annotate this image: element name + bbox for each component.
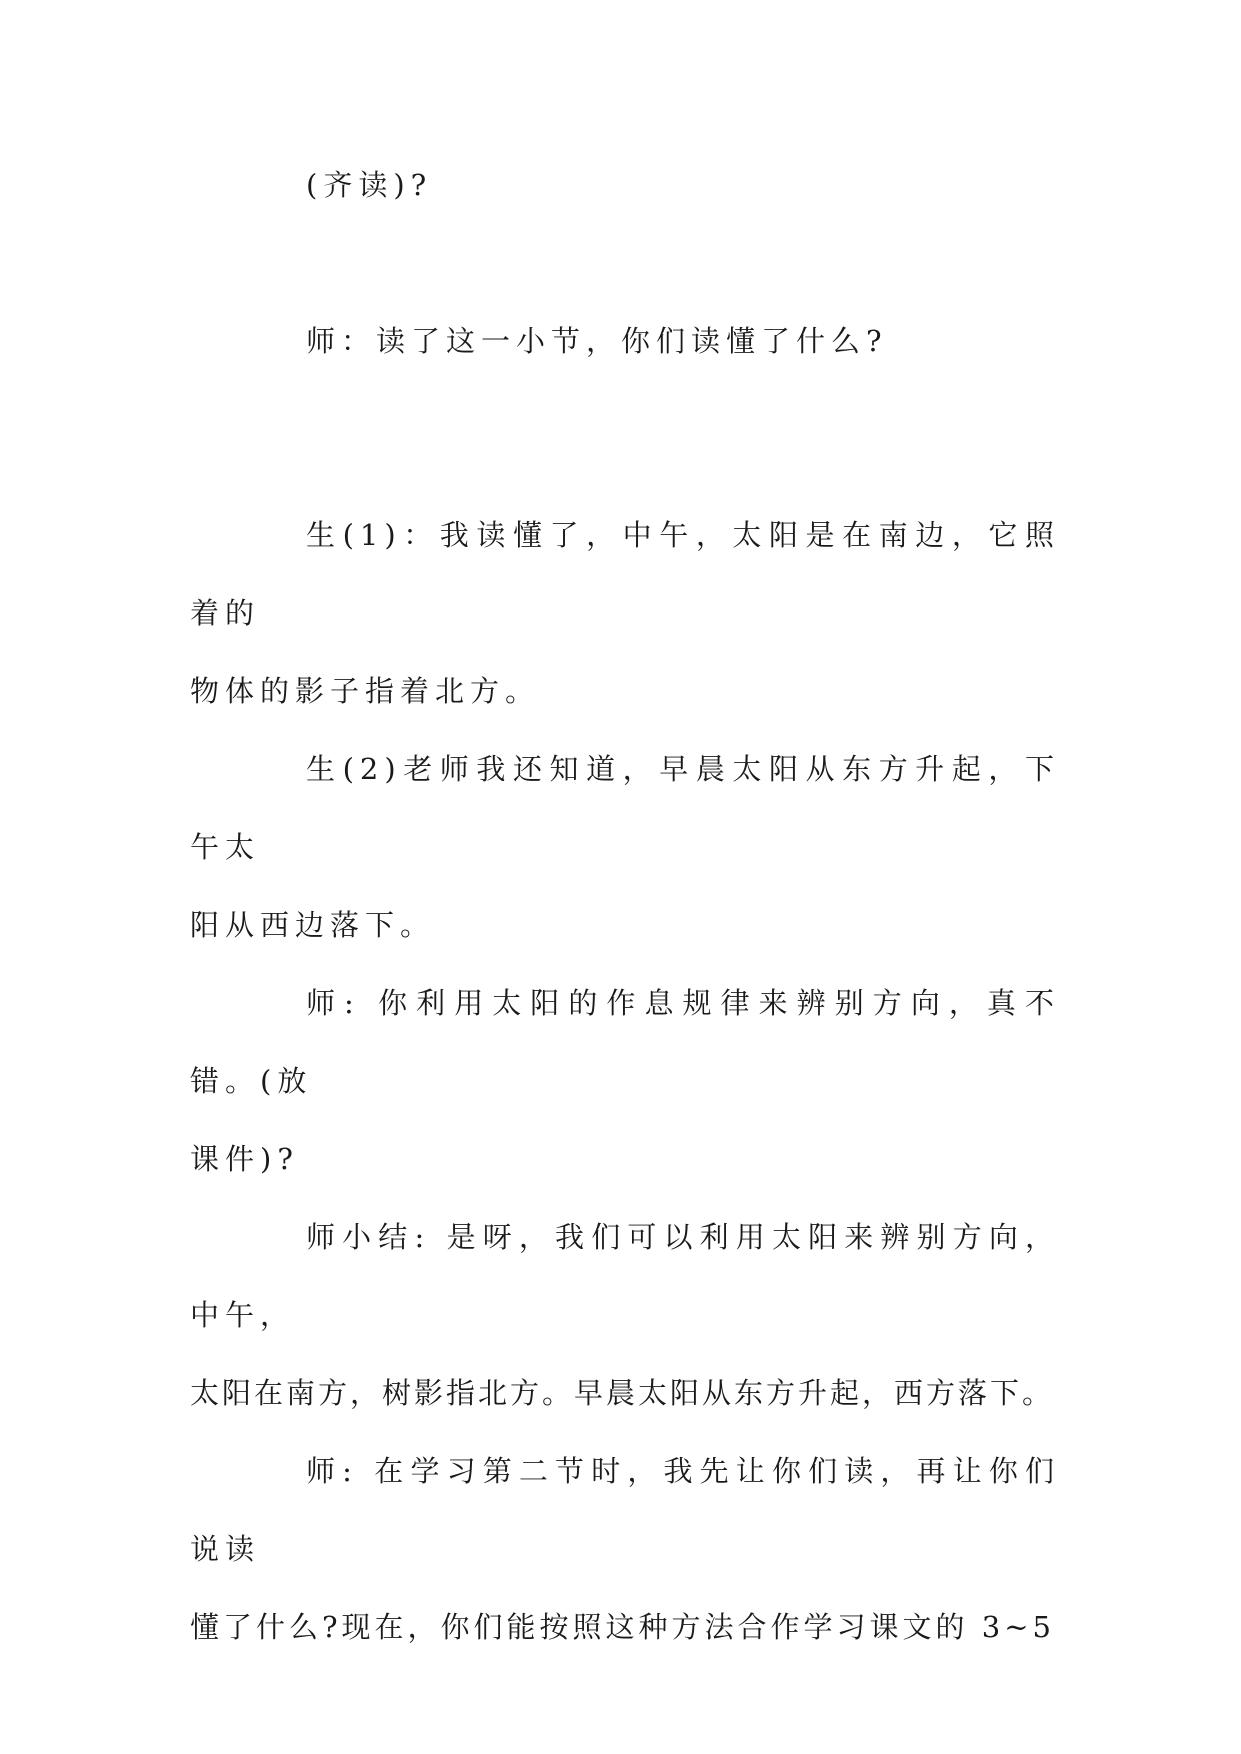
paragraph-line: 课件)?: [190, 1142, 299, 1176]
paragraph-line: 师: 在学习第二节时，我先让你们读，再让你们说读: [190, 1454, 1060, 1566]
paragraph-5: [190, 964, 1060, 1198]
paragraph-line: (齐读)?: [306, 168, 433, 202]
paragraph-7: [190, 1432, 1060, 1666]
paragraph-line: 懂了什么?现在，你们能按照这种方法合作学习课文的 3~5: [190, 1610, 1055, 1644]
paragraph-line: 师：读了这一小节，你们读懂了什么?: [306, 324, 888, 358]
paragraph-line: 物体的影子指着北方。: [190, 674, 541, 708]
paragraph-line: 生(1)：我读懂了，中午，太阳是在南边，它照着的: [190, 518, 1060, 630]
paragraph-line: 师小结: 是呀，我们可以利用太阳来辨别方向，中午，: [190, 1220, 1060, 1332]
paragraph-line: 师: 你利用太阳的作息规律来辨别方向，真不错。(放: [190, 986, 1060, 1098]
paragraph-6: [190, 1198, 1060, 1432]
paragraph-1: [190, 146, 1060, 224]
paragraph-3: [190, 496, 1060, 730]
paragraph-line: 阳从西边落下。: [190, 908, 436, 942]
paragraph-2: [190, 302, 1060, 380]
paragraph-line: 太阳在南方，树影指北方。早晨太阳从东方升起，西方落下。: [190, 1376, 1055, 1410]
paragraph-line: 生(2)老师我还知道，早晨太阳从东方升起，下午太: [190, 752, 1060, 864]
paragraph-4: [190, 730, 1060, 964]
